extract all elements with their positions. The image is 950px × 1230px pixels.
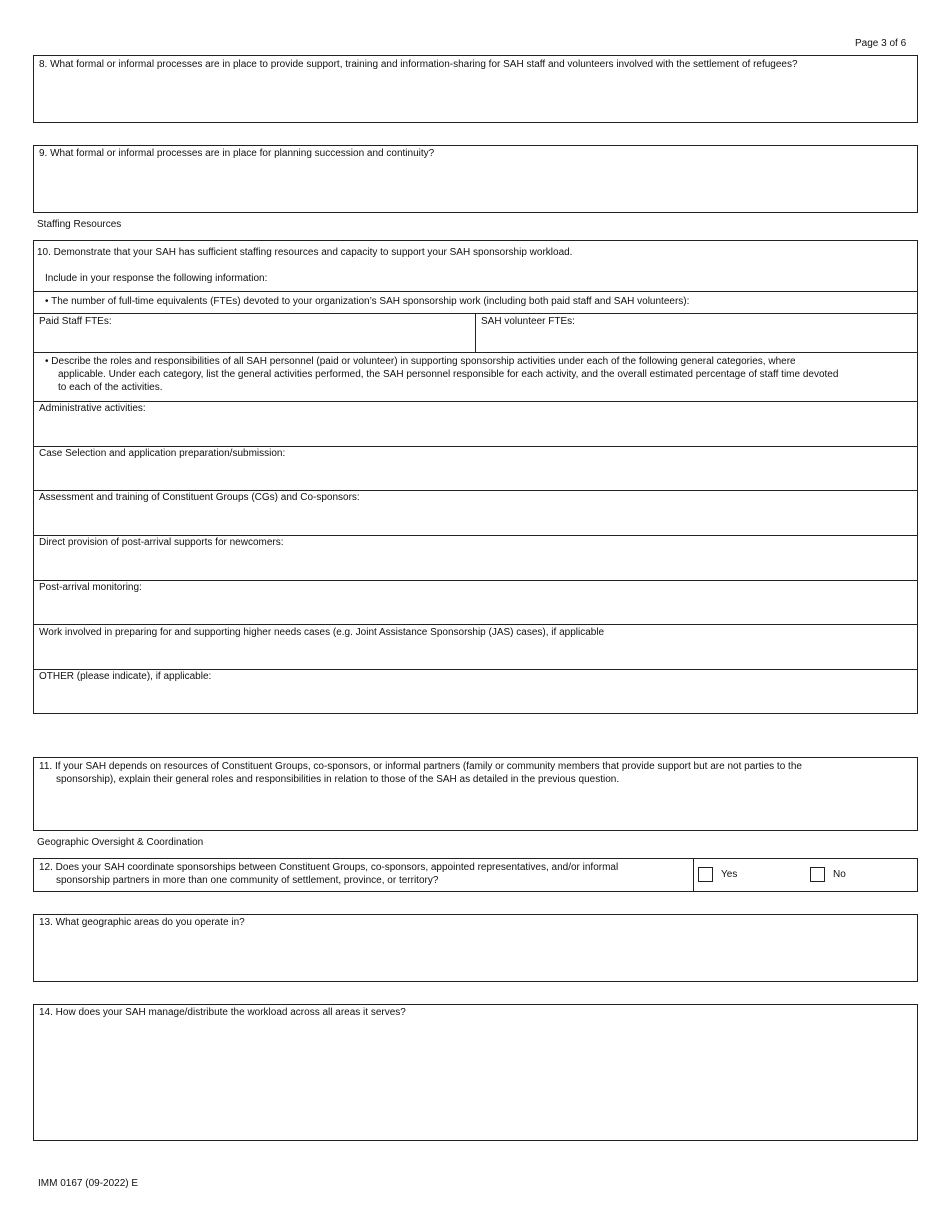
divider (34, 669, 917, 670)
category-higher-needs-field[interactable] (38, 641, 913, 668)
question-10-label: 10. Demonstrate that your SAH has sufficient staffing resources and capacity to support your SAH sponsorship workload. (37, 247, 573, 258)
no-label: No (833, 869, 846, 880)
page-number: Page 3 of 6 (855, 38, 907, 49)
question-11-answer-field[interactable] (38, 789, 913, 826)
category-post-arrival-monitoring-label: Post-arrival monitoring: (39, 582, 142, 593)
divider (34, 624, 917, 625)
category-other-field[interactable] (38, 685, 913, 709)
category-higher-needs-label: Work involved in preparing for and supporting higher needs cases (e.g. Joint Assistance Sponsorship (JAS) cases), if applicable (39, 627, 605, 638)
question-9-box (33, 145, 918, 213)
question-8-box (33, 55, 918, 123)
divider (34, 535, 917, 536)
form-code: IMM 0167 (09-2022) E (38, 1178, 139, 1189)
paid-staff-fte-label: Paid Staff FTEs: (39, 316, 112, 327)
question-12-label-line-1: 12. Does your SAH coordinate sponsorships between Constituent Groups, co-sponsors, appointed representatives, and/or informal (39, 862, 619, 873)
divider (34, 490, 917, 491)
category-post-arrival-monitoring-field[interactable] (38, 596, 913, 623)
question-13-label: 13. What geographic areas do you operate in? (39, 917, 245, 928)
question-11-label-line-2: sponsorship), explain their general roles and responsibilities in relation to those of the SAH as detailed in the previous question. (56, 774, 620, 785)
question-14-box (33, 1004, 918, 1141)
category-case-selection-field[interactable] (38, 462, 913, 489)
fte-bullet: • The number of full-time equivalents (FTEs) devoted to your organization’s SAH sponsorship work (including both paid staff and SAH volunteers): (45, 296, 690, 307)
yes-label: Yes (721, 869, 738, 880)
divider (34, 352, 917, 353)
question-9-label: 9. What formal or informal processes are in place for planning succession and continuity? (39, 148, 435, 159)
volunteer-fte-field[interactable] (480, 329, 912, 349)
category-post-arrival-supports-field[interactable] (38, 551, 913, 578)
divider (34, 401, 917, 402)
category-post-arrival-supports-label: Direct provision of post-arrival supports for newcomers: (39, 537, 284, 548)
roles-bullet-line-1: • Describe the roles and responsibilities of all SAH personnel (paid or volunteer) in supporting sponsorship activities under each of the following general categories, where (45, 356, 796, 367)
question-9-answer-field[interactable] (38, 164, 913, 208)
question-11-box (33, 757, 918, 831)
category-other-label: OTHER (please indicate), if applicable: (39, 671, 212, 682)
roles-bullet-line-3: to each of the activities. (58, 382, 163, 393)
question-12-label-line-2: sponsorship partners in more than one community of settlement, province, or territory? (56, 875, 439, 886)
volunteer-fte-label: SAH volunteer FTEs: (481, 316, 575, 327)
divider (693, 859, 694, 891)
category-assessment-field[interactable] (38, 506, 913, 533)
question-11-label-line-1: 11. If your SAH depends on resources of Constituent Groups, co-sponsors, or informal partners (family or community members that provide support but are not parties to the (39, 761, 802, 772)
category-case-selection-label: Case Selection and application preparation/submission: (39, 448, 286, 459)
section-heading-staffing: Staffing Resources (37, 219, 122, 230)
category-administrative-field[interactable] (38, 417, 913, 444)
question-14-answer-field[interactable] (38, 1023, 913, 1136)
category-administrative-label: Administrative activities: (39, 403, 146, 414)
yes-checkbox[interactable] (698, 867, 713, 882)
section-heading-geographic: Geographic Oversight & Coordination (37, 837, 204, 848)
paid-staff-fte-field[interactable] (38, 329, 470, 349)
question-14-label: 14. How does your SAH manage/distribute the workload across all areas it serves? (39, 1007, 406, 1018)
question-8-answer-field[interactable] (38, 74, 913, 118)
question-10-box (33, 240, 918, 714)
no-checkbox[interactable] (810, 867, 825, 882)
divider (34, 291, 917, 292)
divider (475, 313, 476, 352)
category-assessment-label: Assessment and training of Constituent Groups (CGs) and Co-sponsors: (39, 492, 360, 503)
question-12-box (33, 858, 918, 892)
divider (34, 580, 917, 581)
question-10-include-note: Include in your response the following information: (45, 273, 268, 284)
divider (34, 446, 917, 447)
question-13-answer-field[interactable] (38, 933, 913, 977)
roles-bullet-line-2: applicable. Under each category, list the general activities performed, the SAH personnel responsible for each activity, and the overall estimated percentage of staff time devoted (58, 369, 839, 380)
question-13-box (33, 914, 918, 982)
question-8-label: 8. What formal or informal processes are in place to provide support, training and information-sharing for SAH staff and volunteers involved with the settlement of refugees? (39, 59, 798, 70)
